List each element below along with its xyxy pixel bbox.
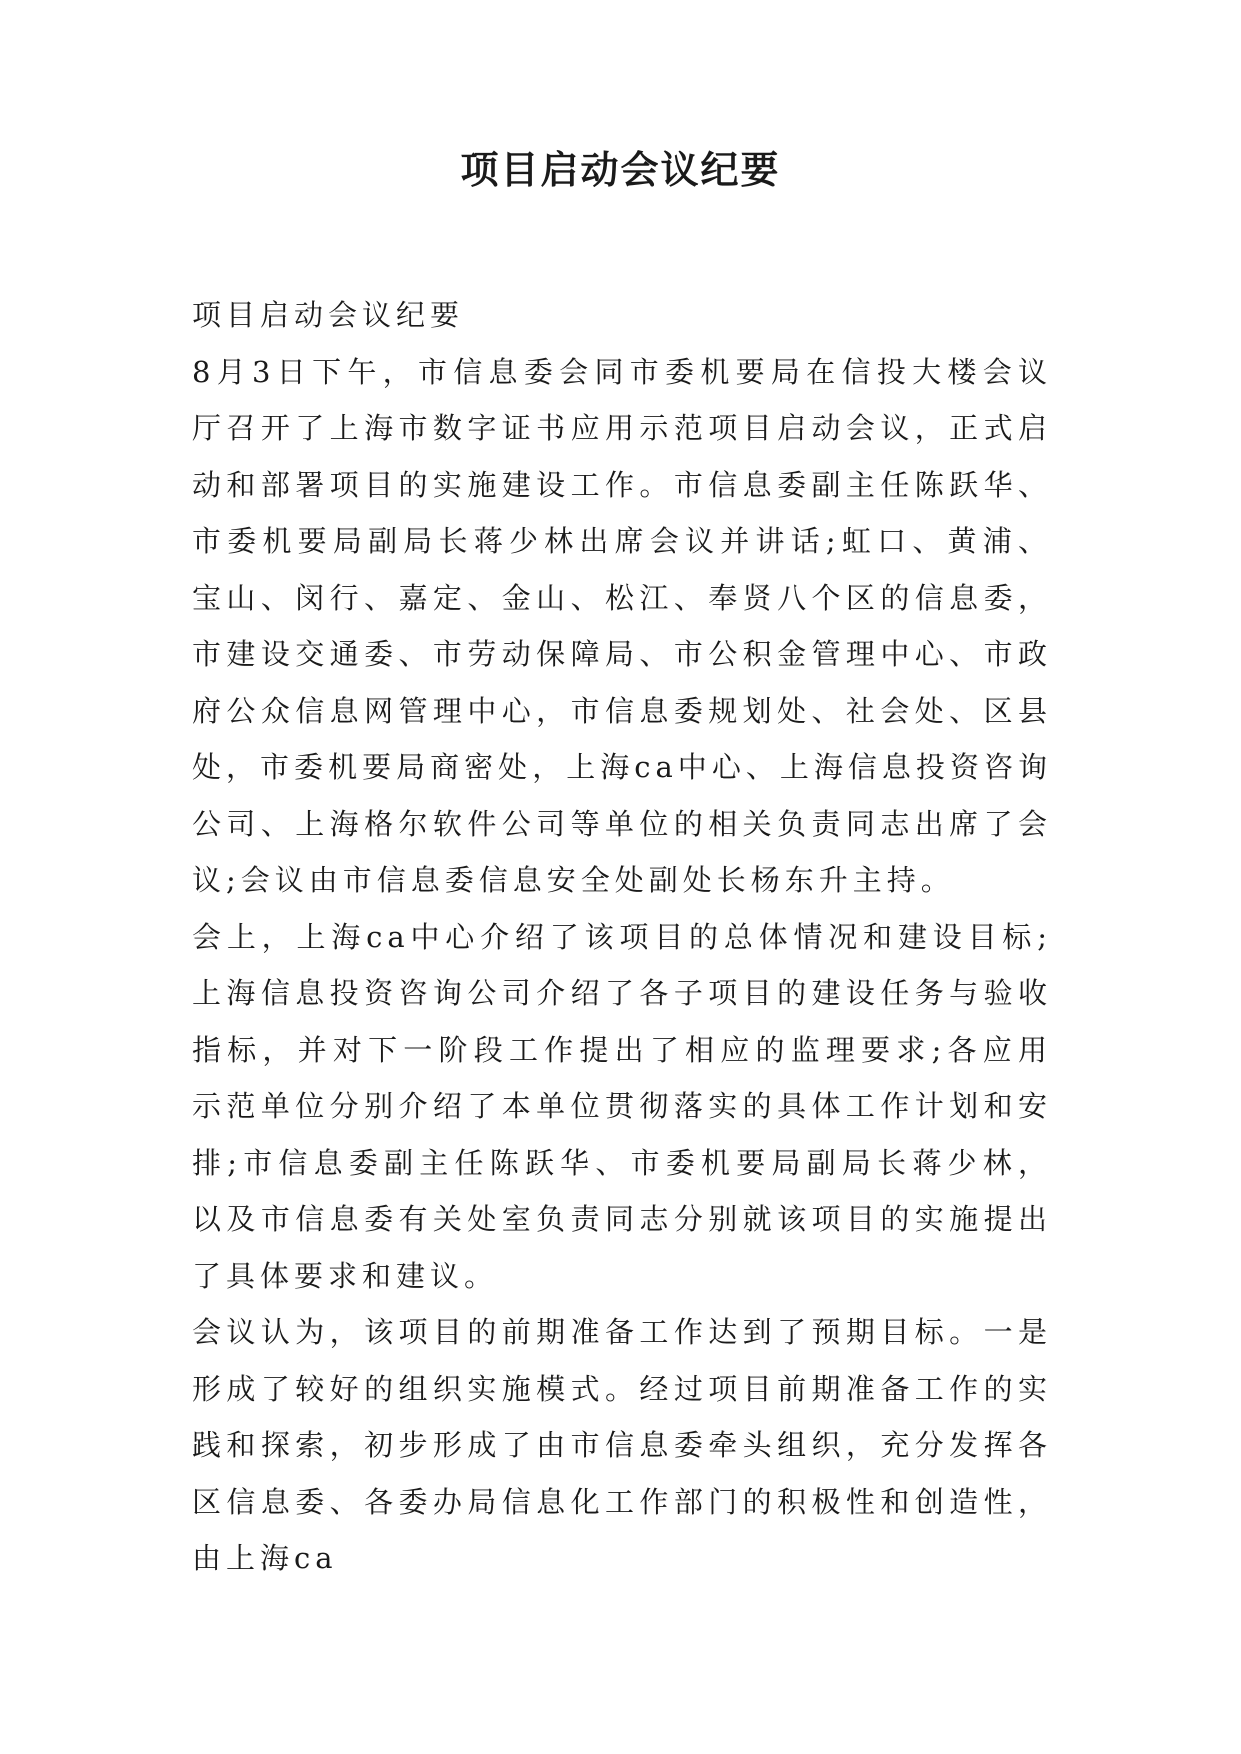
document-body [192, 287, 1052, 1587]
body-heading: 项目启动会议纪要 [192, 298, 465, 332]
paragraph-meeting-conclusion: 会议认为，该项目的前期准备工作达到了预期目标。一是形成了较好的组织实施模式。经过项目前期准备工作的实践和探索，初步形成了由市信息委牵头组织，充分发挥各区信息委、各委办局信息化工作部门的积极性和创造性，由上海ca [192, 1315, 1052, 1575]
paragraph-meeting-overview: 8月3日下午，市信息委会同市委机要局在信投大楼会议厅召开了上海市数字证书应用示范项目启动会议，正式启动和部署项目的实施建设工作。市信息委副主任陈跃华、市委机要局副局长蒋少林出席会议并讲话;虹口、黄浦、宝山、闵行、嘉定、金山、松江、奉贤八个区的信息委，市建设交通委、市劳动保障局、市公积金管理中心、市政府公众信息网管理中心，市信息委规划处、社会处、区县处，市委机要局商密处，上海ca中心、上海信息投资咨询公司、上海格尔软件公司等单位的相关负责同志出席了会议;会议由市信息委信息安全处副处长杨东升主持。 [192, 354, 1052, 897]
paragraph-meeting-content: 会上，上海ca中心介绍了该项目的总体情况和建设目标;上海信息投资咨询公司介绍了各子项目的建设任务与验收指标，并对下一阶段工作提出了相应的监理要求;各应用示范单位分别介绍了本单位贯彻落实的具体工作计划和安排;市信息委副主任陈跃华、市委机要局副局长蒋少林，以及市信息委有关处室负责同志分别就该项目的实施提出了具体要求和建议。 [192, 919, 1052, 1293]
document-title: 项目启动会议纪要 [460, 148, 781, 192]
